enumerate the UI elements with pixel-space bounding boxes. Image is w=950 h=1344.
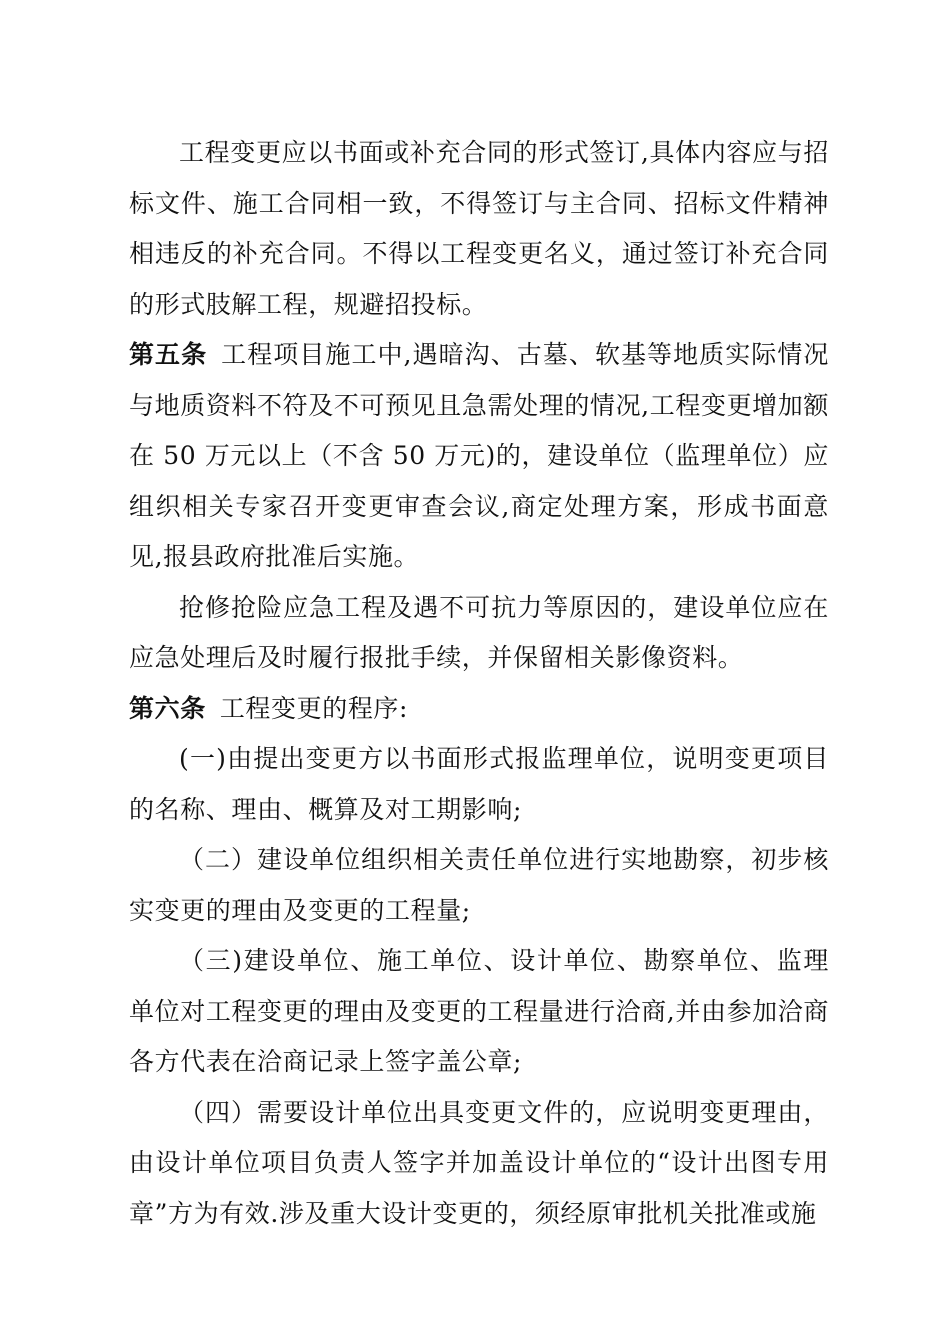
paragraph-text: （三)建设单位、施工单位、设计单位、勘察单位、监理单位对工程变更的理由及变更的工程量进行洽商,并由参加洽商各方代表在洽商记录上签字盖公章; [129, 946, 829, 1076]
paragraph-text: 工程项目施工中,遇暗沟、古墓、软基等地质实际情况与地质资料不符及不可预见且急需处理的情况,工程变更增加额在 50 万元以上（不含 50 万元)的，建设单位（监理单位）应组织相关专家召开变更审查会议,商定处理方案，形成书面意见,报县政府批准后实施。 [129, 340, 829, 571]
paragraph-text: 工程变更应以书面或补充合同的形式签订,具体内容应与招标文件、施工合同相一致，不得签订与主合同、招标文件精神相违反的补充合同。不得以工程变更名义，通过签订补充合同的形式肢解工程，规避招投标。 [129, 138, 829, 319]
paragraph-step-4 [129, 1088, 829, 1240]
paragraph-text: 工程变更的程序: [219, 693, 409, 723]
paragraph-contract-form [129, 128, 829, 330]
article-heading: 第五条 [129, 340, 208, 369]
paragraph-text: (一)由提出变更方以书面形式报监理单位，说明变更项目的名称、理由、概算及对工期影响; [129, 744, 829, 824]
document-body [129, 128, 829, 1239]
paragraph-article-5 [129, 330, 829, 583]
paragraph-step-3 [129, 936, 829, 1088]
paragraph-text: （四）需要设计单位出具变更文件的，应说明变更理由，由设计单位项目负责人签字并加盖设计单位的“设计出图专用章”方为有效.涉及重大设计变更的，须经原审批机关批准或施 [129, 1097, 829, 1228]
paragraph-step-1 [129, 734, 829, 835]
paragraph-emergency-repair [129, 583, 829, 684]
paragraph-text: 抢修抢险应急工程及遇不可抗力等原因的，建设单位应在应急处理后及时履行报批手续，并保留相关影像资料。 [129, 592, 829, 672]
article-heading: 第六条 [129, 693, 206, 723]
paragraph-step-2 [129, 835, 829, 936]
paragraph-article-6 [129, 684, 829, 735]
paragraph-text: （二）建设单位组织相关责任单位进行实地勘察，初步核实变更的理由及变更的工程量; [129, 845, 829, 925]
